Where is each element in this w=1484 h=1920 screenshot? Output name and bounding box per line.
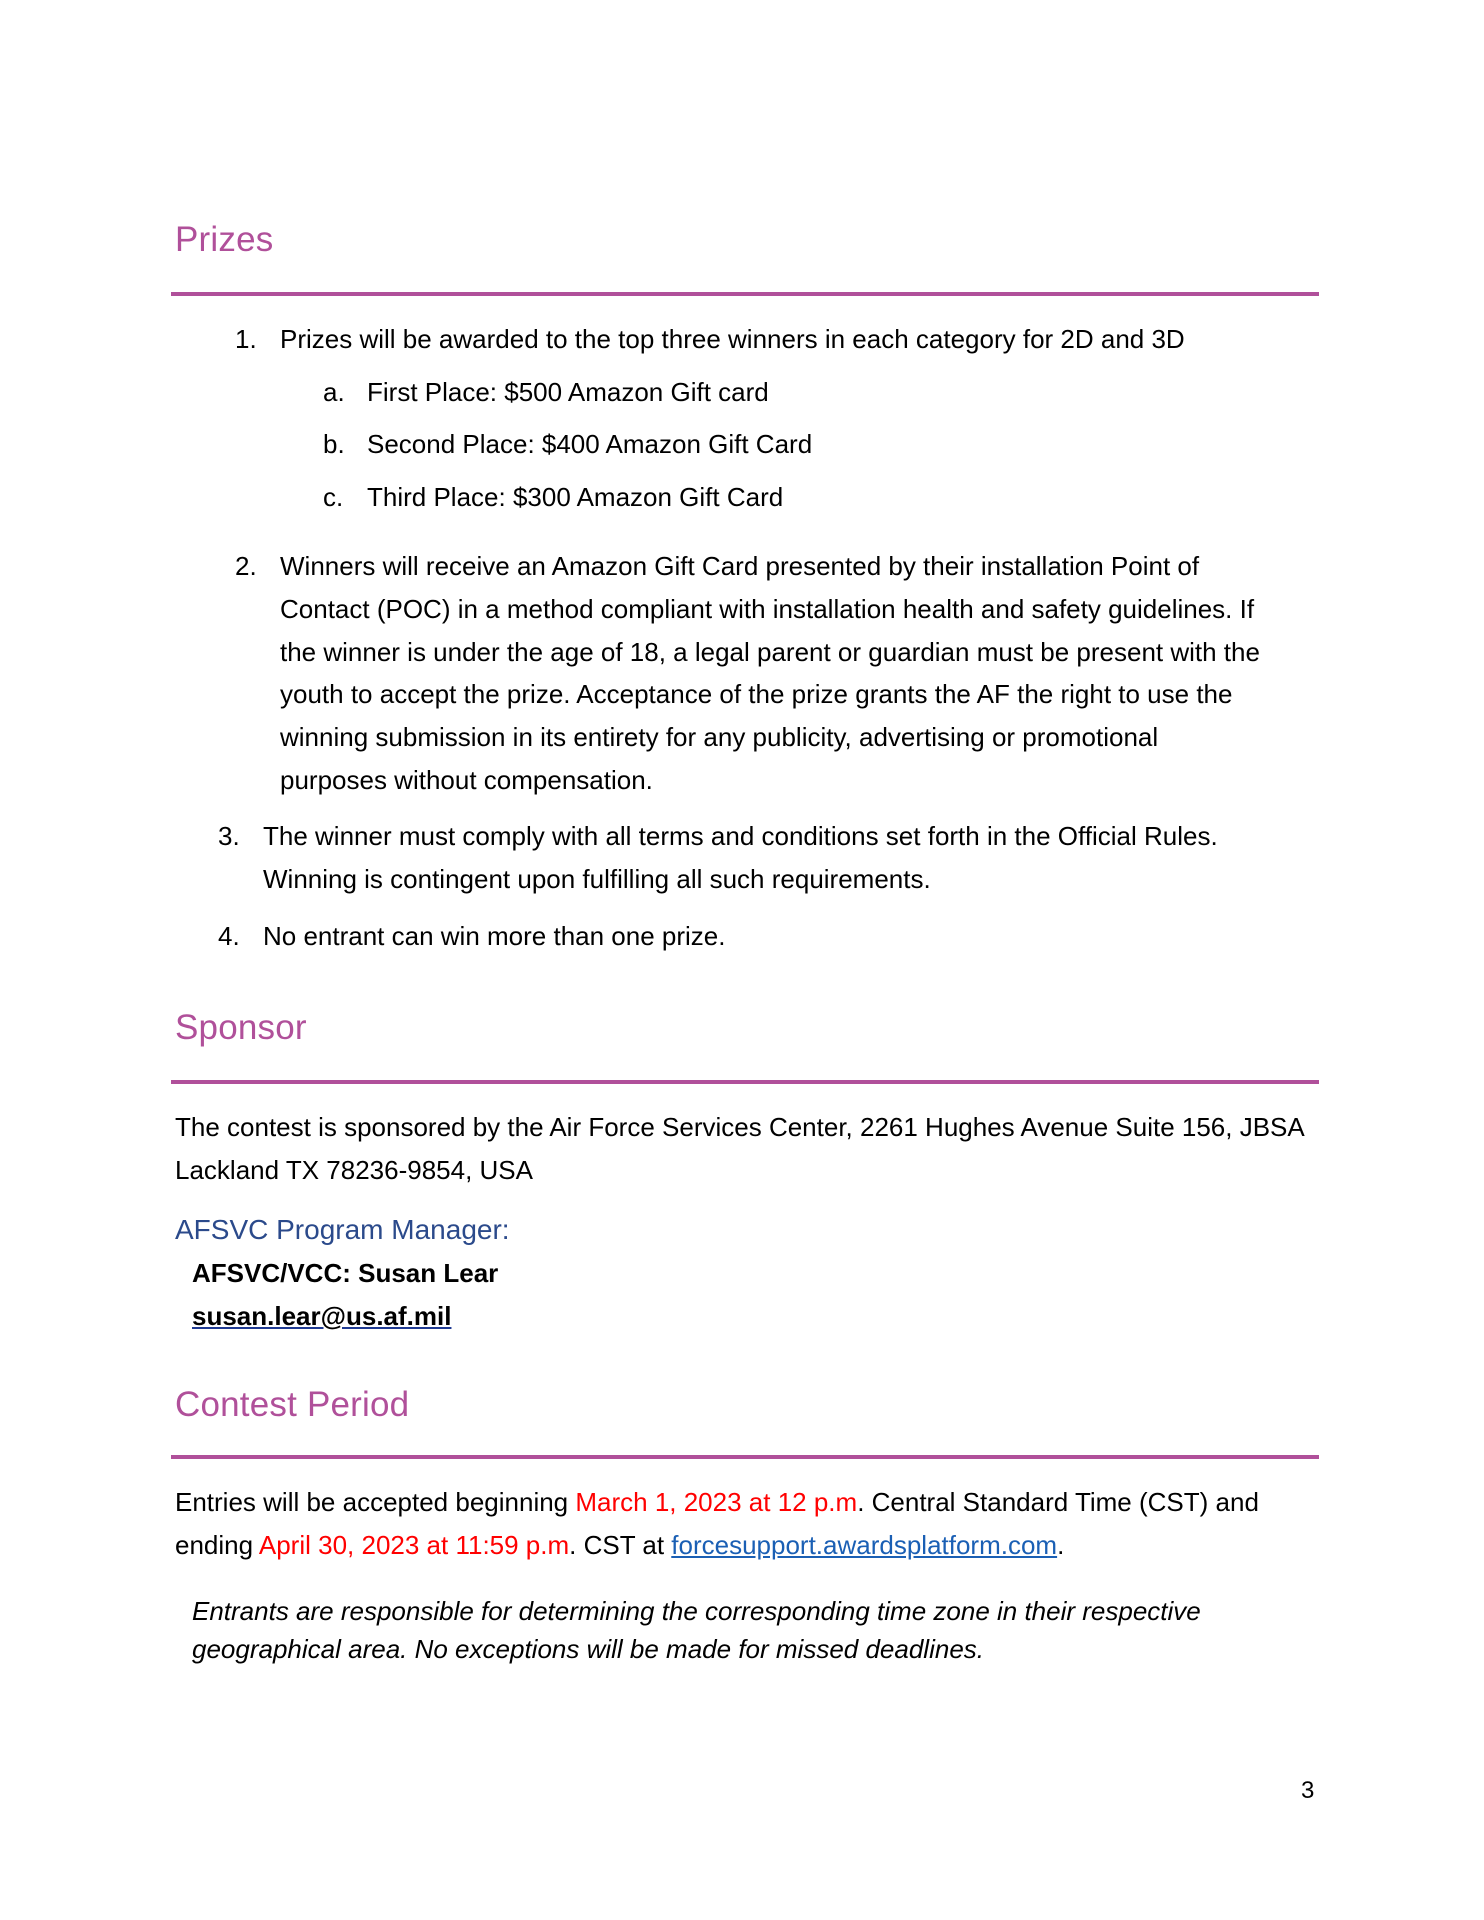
- contact-name: AFSVC/VCC: Susan Lear: [192, 1258, 499, 1288]
- list-item-line: Winners will receive an Amazon Gift Card presented by their installation Point of: [280, 551, 1200, 581]
- list-item-line: Contact (POC) in a method compliant with installation health and safety guidelines. If: [280, 594, 1255, 624]
- sublist-item-text: Second Place: $400 Amazon Gift Card: [367, 429, 813, 459]
- contest-period-text: . Central Standard Time (CST) and: [857, 1487, 1259, 1517]
- list-item-line: purposes without compensation.: [280, 765, 653, 795]
- list-item-line: The winner must comply with all terms and conditions set forth in the Official Rules.: [263, 821, 1218, 851]
- list-item-line: youth to accept the prize. Acceptance of the prize grants the AF the right to use the: [280, 679, 1233, 709]
- sponsor-text-line: Lackland TX 78236-9854, USA: [175, 1155, 533, 1185]
- contact-email-line: [192, 1295, 451, 1338]
- list-item-line: winning submission in its entirety for any publicity, advertising or promotional: [280, 722, 1159, 752]
- section-divider: [171, 1080, 1319, 1084]
- program-manager-heading: AFSVC Program Manager:: [175, 1214, 510, 1245]
- list-item-line: Winning is contingent upon fulfilling all such requirements.: [263, 864, 931, 894]
- list-item-text: No entrant can win more than one prize.: [263, 921, 726, 951]
- contest-period-text: ending: [175, 1530, 259, 1560]
- contest-period-line-2: [175, 1524, 1064, 1567]
- list-number: 2.: [235, 551, 257, 581]
- section-divider: [171, 1455, 1319, 1459]
- end-date: April 30, 2023 at 11:59 p.m: [258, 1530, 570, 1560]
- section-heading-sponsor: Sponsor: [175, 1008, 307, 1047]
- sublist-item-text: Third Place: $300 Amazon Gift Card: [367, 482, 784, 512]
- section-heading-prizes: Prizes: [175, 220, 274, 259]
- contest-period-line-1: [175, 1481, 1259, 1524]
- list-item-line: the winner is under the age of 18, a legal parent or guardian must be present with the: [280, 637, 1260, 667]
- list-number: 3.: [218, 821, 240, 851]
- contest-period-text: Entries will be accepted beginning: [175, 1487, 576, 1517]
- section-divider: [171, 292, 1319, 296]
- awards-platform-link[interactable]: forcesupport.awardsplatform.com: [671, 1530, 1058, 1560]
- sublist-item-text: First Place: $500 Amazon Gift card: [367, 377, 769, 407]
- page-number: 3: [1301, 1777, 1315, 1804]
- contact-email-link[interactable]: susan.lear@us.af.mil: [192, 1301, 452, 1331]
- start-date: March 1, 2023 at 12 p.m: [575, 1487, 858, 1517]
- sublist-letter: c.: [323, 482, 344, 512]
- sublist-letter: b.: [323, 429, 345, 459]
- contest-period-text: . CST at: [569, 1530, 672, 1560]
- list-number: 4.: [218, 921, 240, 951]
- time-zone-note-line: Entrants are responsible for determining the corresponding time zone in their respective: [192, 1596, 1201, 1626]
- list-number: 1.: [235, 324, 257, 354]
- contest-period-text: .: [1057, 1530, 1065, 1560]
- sponsor-text-line: The contest is sponsored by the Air Force Services Center, 2261 Hughes Avenue Suite 156, JBSA: [175, 1112, 1305, 1142]
- list-item-text: Prizes will be awarded to the top three winners in each category for 2D and 3D: [280, 324, 1185, 354]
- section-heading-contest-period: Contest Period: [175, 1385, 410, 1424]
- sublist-letter: a.: [323, 377, 345, 407]
- time-zone-note-line: geographical area. No exceptions will be made for missed deadlines.: [192, 1634, 984, 1664]
